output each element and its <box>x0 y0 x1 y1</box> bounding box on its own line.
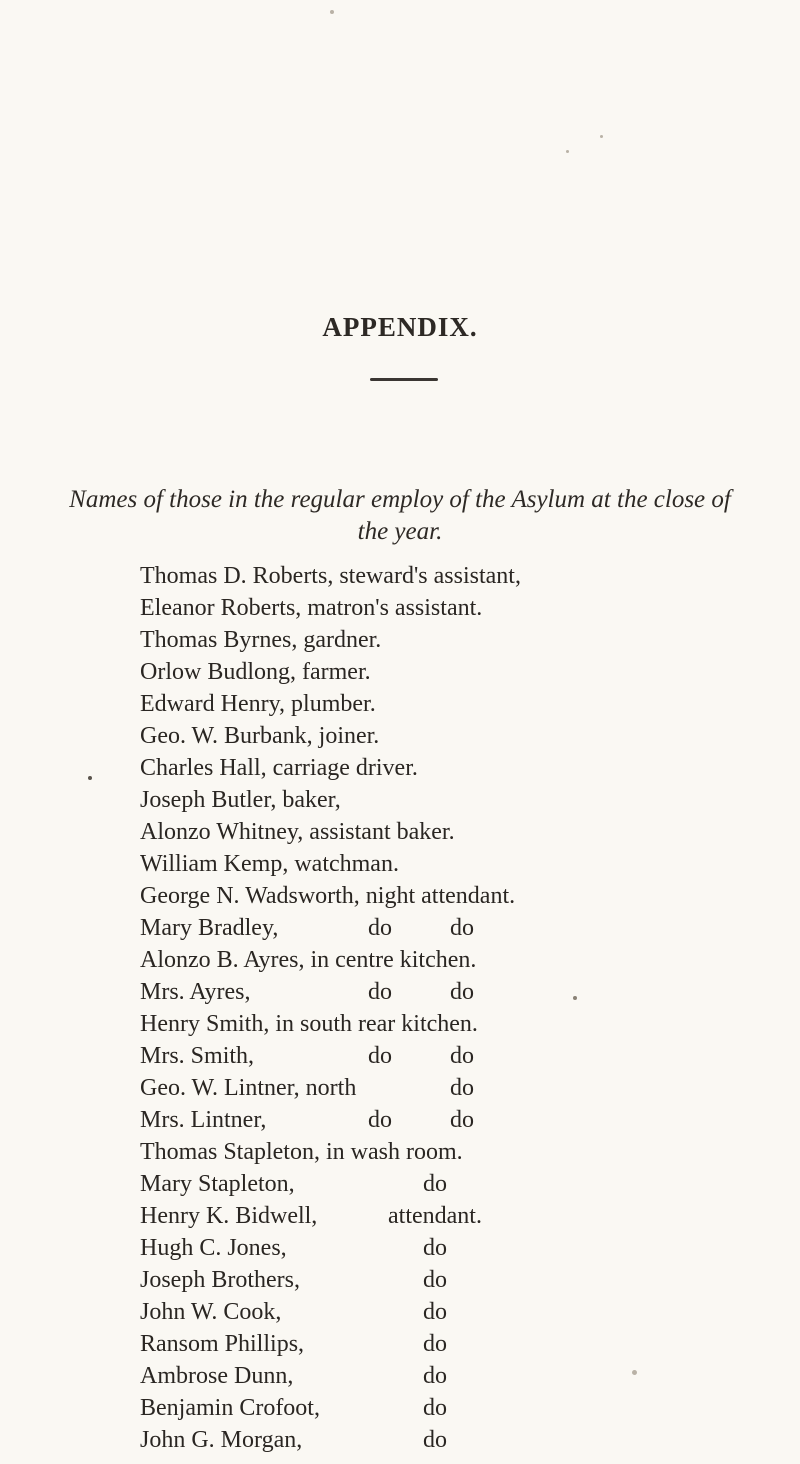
list-item <box>140 944 740 976</box>
employee-entry-text: Alonzo Whitney, assistant baker. <box>140 819 455 845</box>
employee-entry-text: Eleanor Roberts, matron's assistant. <box>140 595 483 621</box>
employee-entry-text: John G. Morgan, <box>140 1427 303 1453</box>
list-item <box>140 1168 740 1200</box>
list-item <box>140 976 740 1008</box>
ditto-mark: do <box>368 915 392 941</box>
list-item <box>140 624 740 656</box>
list-item <box>140 816 740 848</box>
employee-entry-text: Edward Henry, plumber. <box>140 691 376 717</box>
role-column-entry: do <box>423 1395 447 1421</box>
list-item <box>140 592 740 624</box>
paper-speck <box>330 10 334 14</box>
employee-entry-text: Alonzo B. Ayres, in centre kitchen. <box>140 947 477 973</box>
list-item <box>140 1360 740 1392</box>
employee-entry-text: Benjamin Crofoot, <box>140 1395 320 1421</box>
list-item <box>140 784 740 816</box>
list-item <box>140 1232 740 1264</box>
paper-speck <box>88 776 92 780</box>
employee-entry-text: Thomas Stapleton, in wash room. <box>140 1139 463 1165</box>
role-column-entry: do <box>423 1171 447 1197</box>
list-item <box>140 1200 740 1232</box>
list-item <box>140 1040 740 1072</box>
employee-entry-text: Mrs. Smith, <box>140 1043 255 1069</box>
ornamental-rule <box>370 378 438 381</box>
paper-speck <box>600 135 603 138</box>
employee-entry-text: Mrs. Lintner, <box>140 1107 267 1133</box>
list-item <box>140 1424 740 1456</box>
section-subtitle <box>30 484 770 548</box>
role-column-entry: do <box>423 1235 447 1261</box>
list-item <box>140 688 740 720</box>
subtitle-line-1: Names of those in the regular employ of the Asylum at the close of <box>69 486 731 513</box>
role-column-entry: do <box>423 1363 447 1389</box>
employee-entry-text: Thomas D. Roberts, steward's assistant, <box>140 563 521 589</box>
list-item <box>140 1136 740 1168</box>
paper-speck <box>573 996 577 1000</box>
list-item <box>140 1072 740 1104</box>
ditto-mark: do <box>368 1107 392 1133</box>
list-item <box>140 1264 740 1296</box>
list-item <box>140 848 740 880</box>
employee-entry-text: Joseph Butler, baker, <box>140 787 341 813</box>
list-item <box>140 560 740 592</box>
employee-entry-text: John W. Cook, <box>140 1299 282 1325</box>
list-item <box>140 1328 740 1360</box>
subtitle-line-2: the year. <box>357 518 443 545</box>
role-column-entry: do <box>423 1267 447 1293</box>
employee-entry-text: Geo. W. Burbank, joiner. <box>140 723 380 749</box>
list-item <box>140 752 740 784</box>
role-column-entry: attendant. <box>388 1203 482 1229</box>
ditto-mark: do <box>450 1043 474 1069</box>
list-item <box>140 1392 740 1424</box>
ditto-mark: do <box>450 1075 474 1101</box>
employee-entry-text: George N. Wadsworth, night attendant. <box>140 883 516 909</box>
ditto-mark: do <box>450 1107 474 1133</box>
ditto-mark: do <box>368 1043 392 1069</box>
list-item <box>140 656 740 688</box>
employee-entry-text: Henry Smith, in south rear kitchen. <box>140 1011 478 1037</box>
role-column-entry: do <box>423 1427 447 1453</box>
appendix-heading: APPENDIX. <box>322 312 478 342</box>
employee-entry-text: Hugh C. Jones, <box>140 1235 287 1261</box>
employee-entry-text: Orlow Budlong, farmer. <box>140 659 371 685</box>
employee-entry-text: Geo. W. Lintner, north <box>140 1075 357 1101</box>
list-item <box>140 1104 740 1136</box>
employee-list <box>140 560 740 1456</box>
employee-entry-text: Charles Hall, carriage driver. <box>140 755 418 781</box>
ditto-mark: do <box>450 979 474 1005</box>
paper-speck <box>632 1370 637 1375</box>
paper-speck <box>566 150 569 153</box>
employee-entry-text: Mary Bradley, <box>140 915 279 941</box>
list-item <box>140 1008 740 1040</box>
employee-entry-text: William Kemp, watchman. <box>140 851 399 877</box>
role-column-entry: do <box>423 1331 447 1357</box>
list-item <box>140 912 740 944</box>
ditto-mark: do <box>368 979 392 1005</box>
list-item <box>140 1296 740 1328</box>
employee-entry-text: Thomas Byrnes, gardner. <box>140 627 382 653</box>
role-column-entry: do <box>423 1299 447 1325</box>
employee-entry-text: Henry K. Bidwell, <box>140 1203 318 1229</box>
employee-entry-text: Ambrose Dunn, <box>140 1363 294 1389</box>
ditto-mark: do <box>450 915 474 941</box>
list-item <box>140 720 740 752</box>
employee-entry-text: Ransom Phillips, <box>140 1331 305 1357</box>
employee-entry-text: Mary Stapleton, <box>140 1171 295 1197</box>
employee-entry-text: Joseph Brothers, <box>140 1267 300 1293</box>
employee-entry-text: Mrs. Ayres, <box>140 979 251 1005</box>
list-item <box>140 880 740 912</box>
